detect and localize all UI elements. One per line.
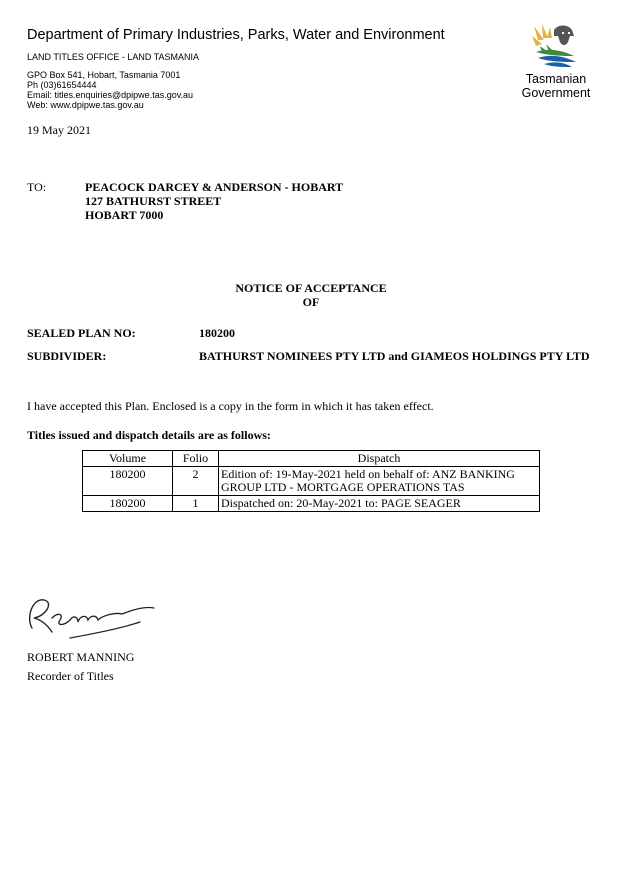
- address-line: GPO Box 541, Hobart, Tasmania 7001: [27, 70, 181, 80]
- logo-text-line: Government: [521, 86, 591, 100]
- dispatch-cell: Dispatched on: 20-May-2021 to: PAGE SEAGER: [219, 496, 540, 512]
- notice-heading-line: NOTICE OF ACCEPTANCE: [235, 281, 387, 295]
- table-header-row: [83, 451, 540, 467]
- recipient-city: HOBART 7000: [85, 208, 164, 222]
- recipient-name: PEACOCK DARCEY & ANDERSON - HOBART: [85, 180, 344, 194]
- folio-cell: 2: [173, 467, 219, 496]
- column-header-volume: Volume: [83, 451, 173, 467]
- subdivider-label: SUBDIVIDER:: [27, 349, 107, 363]
- letter-date: 19 May 2021: [27, 123, 91, 137]
- logo-text: [506, 72, 606, 100]
- subdivider-value: BATHURST NOMINEES PTY LTD and GIAMEOS HOLDINGS PTY LTD: [199, 349, 590, 363]
- notice-heading-line: OF: [302, 295, 320, 309]
- tasmanian-tiger-logo-icon: [528, 22, 584, 70]
- dispatch-cell: Edition of: 19-May-2021 held on behalf of: ANZ BANKING GROUP LTD - MORTGAGE OPERATIONS TAS: [219, 467, 540, 496]
- recipient-street: 127 BATHURST STREET: [85, 194, 222, 208]
- email-line: Email: titles.enquiries@dpipwe.tas.gov.au: [27, 90, 194, 100]
- to-label: TO:: [27, 180, 47, 194]
- web-line: Web: www.dpipwe.tas.gov.au: [27, 100, 144, 110]
- department-title: Department of Primary Industries, Parks, Water and Environment: [27, 27, 445, 43]
- titles-table: [82, 450, 540, 512]
- column-header-dispatch: Dispatch: [219, 451, 540, 467]
- notice-heading: [200, 281, 422, 309]
- phone-line: Ph (03)61654444: [27, 80, 97, 90]
- signer-title: Recorder of Titles: [27, 669, 114, 683]
- table-row: [83, 496, 540, 512]
- volume-cell: 180200: [83, 496, 173, 512]
- table-row: [83, 467, 540, 496]
- volume-cell: 180200: [83, 467, 173, 496]
- tasmanian-government-logo: [506, 22, 606, 104]
- folio-cell: 1: [173, 496, 219, 512]
- sealed-plan-label: SEALED PLAN NO:: [27, 326, 136, 340]
- signer-name: ROBERT MANNING: [27, 650, 135, 664]
- recipient-address: [85, 180, 343, 222]
- logo-text-line: Tasmanian: [525, 72, 587, 86]
- address-block: [27, 70, 193, 110]
- sealed-plan-number: 180200: [199, 326, 235, 340]
- titles-heading: Titles issued and dispatch details are as follows:: [27, 428, 271, 442]
- office-name: LAND TITLES OFFICE - LAND TASMANIA: [27, 52, 200, 62]
- column-header-folio: Folio: [173, 451, 219, 467]
- handwritten-signature: [22, 588, 162, 648]
- acceptance-statement: I have accepted this Plan. Enclosed is a copy in the form in which it has taken effect.: [27, 399, 434, 413]
